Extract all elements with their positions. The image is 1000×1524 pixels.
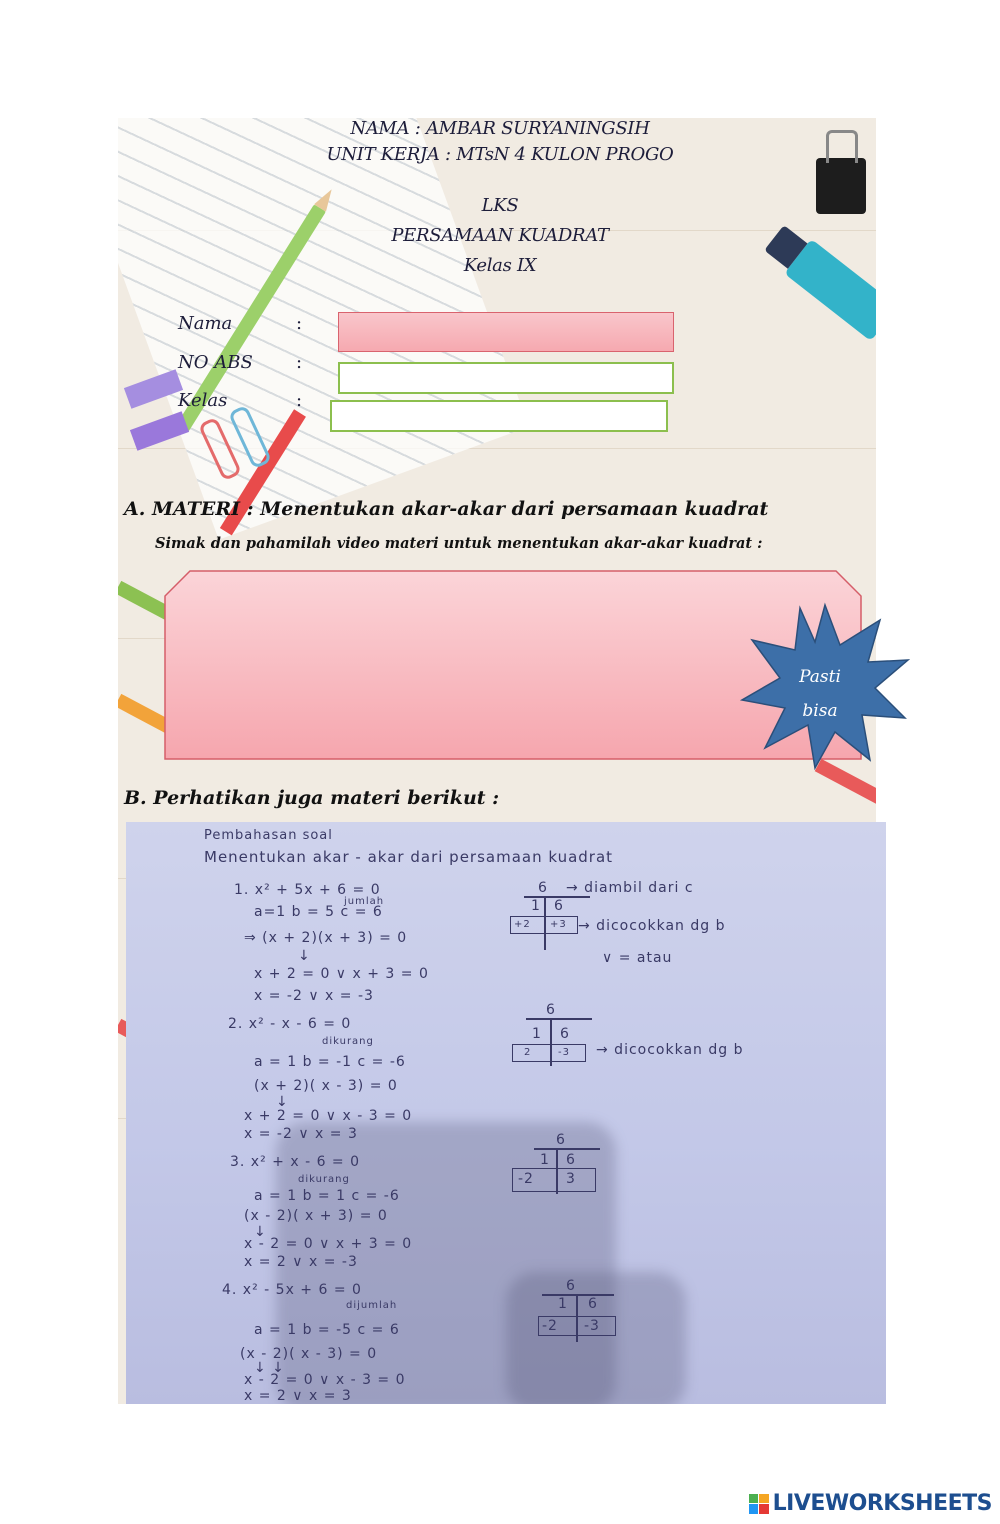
hw-p4-r1: 6 xyxy=(588,1296,598,1312)
no-abs-input[interactable] xyxy=(338,362,674,394)
hw-p4-roots1: x - 2 = 0 ∨ x - 3 = 0 xyxy=(244,1372,406,1388)
hw-p3-eq: 3. x² + x - 6 = 0 xyxy=(230,1154,361,1170)
hw-p4-note: dijumlah xyxy=(346,1300,398,1311)
hw-p3-l2: -2 xyxy=(518,1171,534,1187)
hw-p1-n2: → dicocokkan dg b xyxy=(578,918,726,934)
field-colon: : xyxy=(296,390,303,411)
badge-line-2: bisa xyxy=(802,701,838,721)
hw-p1-note: jumlah xyxy=(344,896,385,907)
field-label-no-abs: NO ABS xyxy=(178,352,253,373)
brand-logo-icon xyxy=(749,1494,769,1514)
hw-p2-r1: 6 xyxy=(560,1026,570,1042)
hw-p4-r2: -3 xyxy=(584,1318,600,1334)
hw-p3-roots1: x - 2 = 0 ∨ x + 3 = 0 xyxy=(244,1236,413,1252)
badge-text xyxy=(780,660,860,728)
hw-p3-top: 6 xyxy=(556,1132,566,1148)
hw-p1-l1: 1 xyxy=(531,898,541,914)
hw-p1-fact: ⇒ (x + 2)(x + 3) = 0 xyxy=(244,930,408,946)
hw-p2-eq: 2. x² - x - 6 = 0 xyxy=(228,1016,352,1032)
hw-p2-arrow: ↓ xyxy=(276,1094,289,1110)
hw-p1-r1: 6 xyxy=(554,898,564,914)
hw-p1-roots1: x + 2 = 0 ∨ x + 3 = 0 xyxy=(254,966,429,982)
hw-p1-n3: ∨ = atau xyxy=(602,950,673,966)
hw-p3-roots2: x = 2 ∨ x = -3 xyxy=(244,1254,358,1270)
hw-p3-r1: 6 xyxy=(566,1152,576,1168)
hw-p3-l1: 1 xyxy=(540,1152,550,1168)
field-colon: : xyxy=(296,313,303,334)
hw-p2-top: 6 xyxy=(546,1002,556,1018)
hw-p2-note: dikurang xyxy=(322,1036,374,1047)
brand-name: LIVEWORKSHEETS xyxy=(772,1491,992,1516)
section-a-title: A. MATERI : Menentukan akar-akar dari persamaan kuadrat xyxy=(124,498,769,520)
hw-p4-fact: (x - 2)( x - 3) = 0 xyxy=(240,1346,378,1362)
hw-p2-coef: a = 1 b = -1 c = -6 xyxy=(254,1054,406,1070)
hw-subtitle: Menentukan akar - akar dari persamaan kuadrat xyxy=(204,848,614,866)
hw-title: Pembahasan soal xyxy=(204,828,333,843)
hw-p3-r2: 3 xyxy=(566,1171,576,1187)
author-name: NAMA : AMBAR SURYANINGSIH xyxy=(350,118,650,139)
hw-p1-roots2: x = -2 ∨ x = -3 xyxy=(254,988,374,1004)
section-a-instruction: Simak dan pahamilah video materi untuk menentukan akar-akar kuadrat : xyxy=(155,535,763,552)
topic-title: PERSAMAAN KUADRAT xyxy=(391,225,609,246)
brand-watermark[interactable] xyxy=(749,1491,992,1516)
hw-p2-n1: → dicocokkan dg b xyxy=(596,1042,744,1058)
hw-p4-roots2: x = 2 ∨ x = 3 xyxy=(244,1388,352,1404)
kelas-input[interactable] xyxy=(330,400,668,432)
nama-input[interactable] xyxy=(338,312,674,352)
work-unit: UNIT KERJA : MTsN 4 KULON PROGO xyxy=(326,144,674,165)
field-label-nama: Nama xyxy=(178,313,233,334)
hw-p4-top: 6 xyxy=(566,1278,576,1294)
hw-p4-l2: -2 xyxy=(542,1318,558,1334)
hw-p1-n1: → diambil dari c xyxy=(566,880,694,896)
photo-shadow xyxy=(506,1272,686,1404)
hw-p2-line xyxy=(526,1018,592,1020)
badge-line-1: Pasti xyxy=(799,667,841,687)
hw-p3-arrow: ↓ xyxy=(254,1224,267,1240)
hw-p2-l2: 2 xyxy=(524,1047,532,1058)
field-label-kelas: Kelas xyxy=(178,390,228,411)
hw-p1-top: 6 xyxy=(538,880,548,896)
field-colon: : xyxy=(296,352,303,373)
hw-p3-note: dikurang xyxy=(298,1174,350,1185)
sticky-note-decoration xyxy=(130,411,189,450)
hw-p2-l1: 1 xyxy=(532,1026,542,1042)
hw-p1-eq: 1. x² + 5x + 6 = 0 xyxy=(234,882,381,898)
hw-p4-eq: 4. x² - 5x + 6 = 0 xyxy=(222,1282,362,1298)
hw-p2-fact: (x + 2)( x - 3) = 0 xyxy=(254,1078,398,1094)
hw-p4-l1: 1 xyxy=(558,1296,568,1312)
hw-p4-line xyxy=(542,1294,614,1296)
hw-p1-arrow: ↓ xyxy=(298,948,311,964)
hw-p4-arrow: ↓ ↓ xyxy=(254,1360,285,1376)
grade-level: Kelas IX xyxy=(463,255,537,276)
hw-p3-fact: (x - 2)( x + 3) = 0 xyxy=(244,1208,388,1224)
handwritten-notes-photo xyxy=(126,822,886,1404)
hw-p2-roots2: x = -2 ∨ x = 3 xyxy=(244,1126,358,1142)
doc-type: LKS xyxy=(481,195,519,216)
hw-p1-l2: +2 xyxy=(514,919,531,930)
hw-p2-roots1: x + 2 = 0 ∨ x - 3 = 0 xyxy=(244,1108,413,1124)
hw-p1-r2: +3 xyxy=(550,919,567,930)
hw-p1-coef: a=1 b = 5 c = 6 xyxy=(254,904,383,920)
hw-p2-r2: -3 xyxy=(558,1047,570,1058)
section-b-title: B. Perhatikan juga materi berikut : xyxy=(124,787,500,809)
hw-p3-coef: a = 1 b = 1 c = -6 xyxy=(254,1188,400,1204)
hw-p3-line xyxy=(534,1148,600,1150)
hw-p4-coef: a = 1 b = -5 c = 6 xyxy=(254,1322,400,1338)
